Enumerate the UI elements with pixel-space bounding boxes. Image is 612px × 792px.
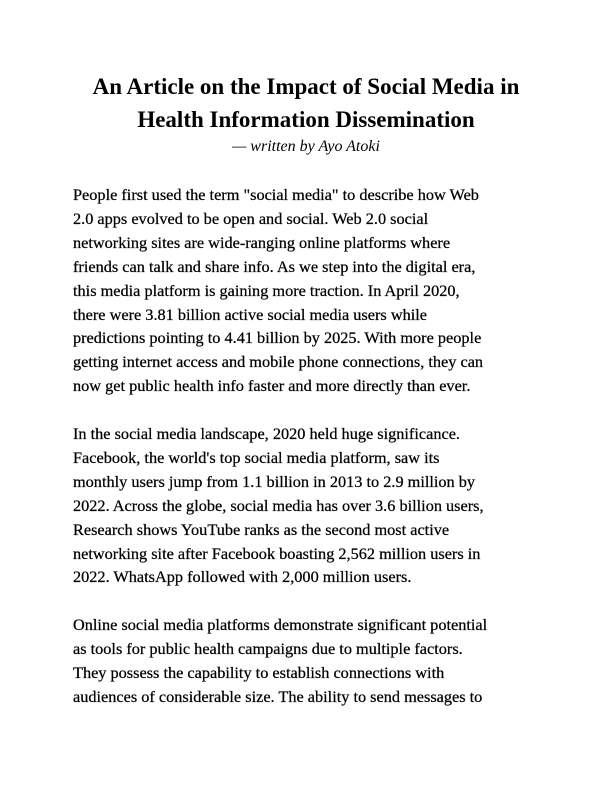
title-line: An Article on the Impact of Social Media in [92, 74, 520, 99]
text-line: this media platform is gaining more traction. In April 2020, [73, 280, 460, 300]
text-line: predictions pointing to 4.41 billion by 2025. With more people [73, 328, 482, 348]
text-line: Online social media platforms demonstrate significant potential [73, 615, 488, 634]
paragraph-2 [73, 422, 553, 589]
text-line: Research shows YouTube ranks as the second most active [73, 519, 450, 539]
text-line: as tools for public health campaigns due to multiple factors. [73, 638, 463, 658]
text-line: People first used the term "social media" to describe how Web [73, 185, 479, 204]
paragraph-1 [73, 183, 553, 398]
text-line: They possess the capability to establish connections with [73, 662, 445, 682]
paragraph-3 [73, 613, 553, 709]
text-line: now get public health info faster and more directly than ever. [73, 376, 471, 396]
text-line: audiences of considerable size. The ability to send messages to [73, 686, 483, 706]
text-line: monthly users jump from 1.1 billion in 2013 to 2.9 million by [73, 471, 476, 491]
text-line: networking sites are wide-ranging online platforms where [73, 232, 451, 252]
author-byline: — written by Ayo Atoki [232, 138, 380, 155]
text-line: there were 3.81 billion active social media users while [73, 304, 427, 324]
article-title [0, 70, 612, 136]
text-line: networking site after Facebook boasting 2,562 million users in [73, 543, 481, 563]
text-line: friends can talk and share info. As we step into the digital era, [73, 256, 476, 276]
title-line: Health Information Dissemination [137, 107, 475, 132]
text-line: In the social media landscape, 2020 held huge significance. [73, 424, 460, 443]
text-line: Facebook, the world's top social media platform, saw its [73, 447, 440, 467]
text-line: getting internet access and mobile phone connections, they can [73, 352, 484, 372]
text-line: 2022. WhatsApp followed with 2,000 million users. [73, 567, 412, 587]
text-line: 2022. Across the globe, social media has over 3.6 billion users, [73, 495, 484, 515]
text-line: 2.0 apps evolved to be open and social. Web 2.0 social [73, 208, 429, 228]
